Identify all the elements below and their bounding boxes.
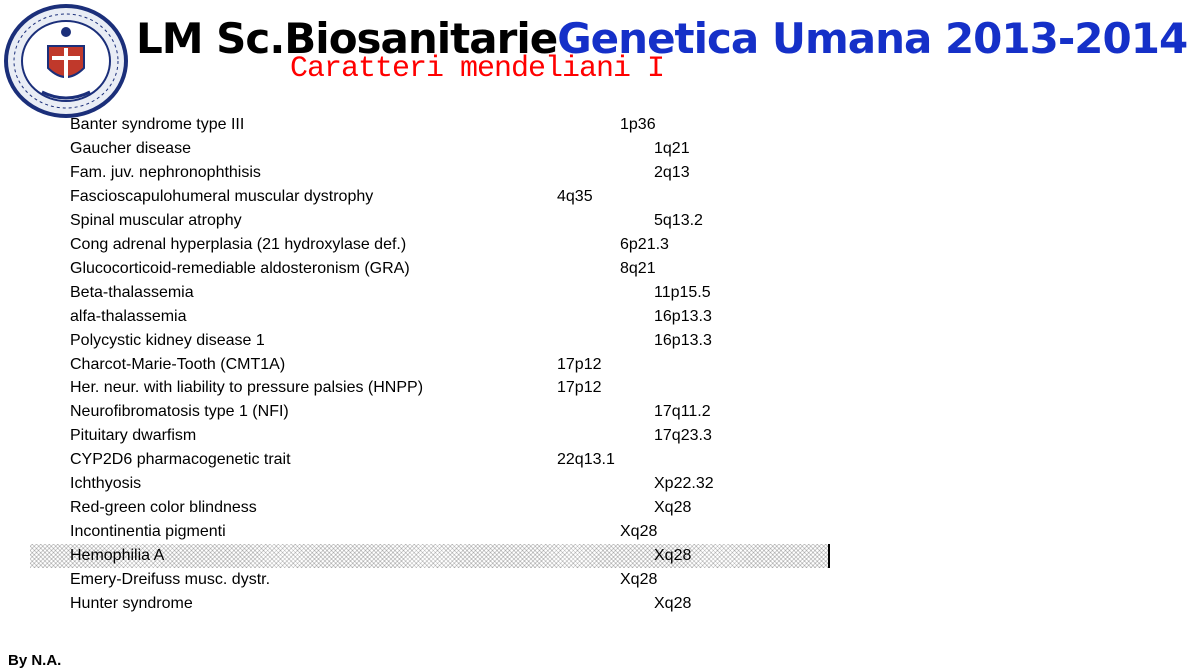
table-row bbox=[0, 472, 960, 496]
header-title-part1: LM Sc.Biosanitarie bbox=[136, 13, 558, 63]
header-title-part2: Genetica Umana 2013-2014 bbox=[557, 13, 1187, 63]
table-row bbox=[0, 257, 960, 281]
table-row bbox=[0, 209, 960, 233]
chromosome-locus: Xq28 bbox=[654, 499, 692, 517]
chromosome-locus: 1q21 bbox=[654, 139, 690, 157]
chromosome-locus: 17q11.2 bbox=[654, 403, 711, 421]
chromosome-locus: 8q21 bbox=[620, 259, 656, 277]
disease-name: Gaucher disease bbox=[70, 139, 191, 157]
disease-name: Banter syndrome type III bbox=[70, 116, 245, 133]
table-row bbox=[0, 185, 960, 209]
chromosome-locus: 16p13.3 bbox=[654, 307, 712, 325]
disease-name: Pituitary dwarfism bbox=[70, 427, 197, 445]
disease-name: alfa-thalassemia bbox=[70, 307, 187, 325]
disease-name: Cong adrenal hyperplasia (21 hydroxylase def.) bbox=[70, 235, 407, 253]
table-row bbox=[0, 233, 960, 257]
disease-name: Ichthyosis bbox=[70, 475, 142, 493]
chromosome-locus: 5q13.2 bbox=[654, 211, 703, 229]
university-seal-icon bbox=[2, 2, 130, 120]
disease-name: CYP2D6 pharmacogenetic trait bbox=[70, 451, 291, 469]
disease-name: Charcot-Marie-Tooth (CMT1A) bbox=[70, 355, 286, 373]
table-row bbox=[0, 137, 960, 161]
disease-name: Hemophilia A bbox=[70, 547, 165, 565]
chromosome-locus: Xp22.32 bbox=[654, 475, 714, 493]
table-row bbox=[0, 113, 960, 137]
disease-name: Incontinentia pigmenti bbox=[70, 523, 226, 541]
chromosome-locus: 16p13.3 bbox=[654, 331, 712, 349]
chromosome-locus: 2q13 bbox=[654, 163, 690, 181]
table-row bbox=[0, 544, 960, 568]
chromosome-locus: Xq28 bbox=[654, 595, 692, 612]
disease-name: Beta-thalassemia bbox=[70, 283, 194, 301]
disease-name: Spinal muscular atrophy bbox=[70, 211, 242, 229]
chromosome-locus: 4q35 bbox=[557, 187, 593, 205]
disease-name: Emery-Dreifuss musc. dystr. bbox=[70, 571, 271, 589]
chromosome-locus: 6p21.3 bbox=[620, 235, 669, 253]
slide-title: Caratteri mendeliani I bbox=[290, 52, 665, 86]
chromosome-locus: 22q13.1 bbox=[557, 451, 615, 469]
table-row bbox=[0, 305, 960, 329]
disease-name: Fam. juv. nephronophthisis bbox=[70, 163, 261, 181]
table-row bbox=[0, 400, 960, 424]
disease-name: Red-green color blindness bbox=[70, 499, 257, 517]
table-row bbox=[0, 281, 960, 305]
chromosome-locus: Xq28 bbox=[654, 547, 692, 565]
table-row bbox=[0, 424, 960, 448]
disease-name: Glucocorticoid-remediable aldosteronism (GRA) bbox=[70, 259, 410, 277]
table-row bbox=[0, 376, 960, 400]
disease-name: Neurofibromatosis type 1 (NFI) bbox=[70, 403, 289, 421]
disease-name: Fascioscapulohumeral muscular dystrophy bbox=[70, 187, 374, 205]
chromosome-locus: Xq28 bbox=[620, 571, 658, 589]
table-row bbox=[0, 592, 960, 616]
disease-name: Polycystic kidney disease 1 bbox=[70, 331, 265, 349]
chromosome-locus: 17q23.3 bbox=[654, 427, 712, 445]
table-row bbox=[0, 520, 960, 544]
chromosome-locus: Xq28 bbox=[620, 523, 658, 541]
table-row bbox=[0, 448, 960, 472]
table-row bbox=[0, 161, 960, 185]
table-row bbox=[0, 496, 960, 520]
chromosome-locus: 17p12 bbox=[557, 379, 602, 397]
disease-name: Hunter syndrome bbox=[70, 595, 193, 612]
table-row bbox=[0, 353, 960, 377]
chromosome-locus: 17p12 bbox=[557, 355, 602, 373]
table-row bbox=[0, 329, 960, 353]
author-credit: By N.A. bbox=[8, 652, 62, 669]
chromosome-locus: 1p36 bbox=[620, 116, 656, 133]
chromosome-locus: 11p15.5 bbox=[654, 283, 711, 301]
table-row bbox=[0, 568, 960, 592]
disease-name: Her. neur. with liability to pressure palsies (HNPP) bbox=[70, 379, 424, 397]
